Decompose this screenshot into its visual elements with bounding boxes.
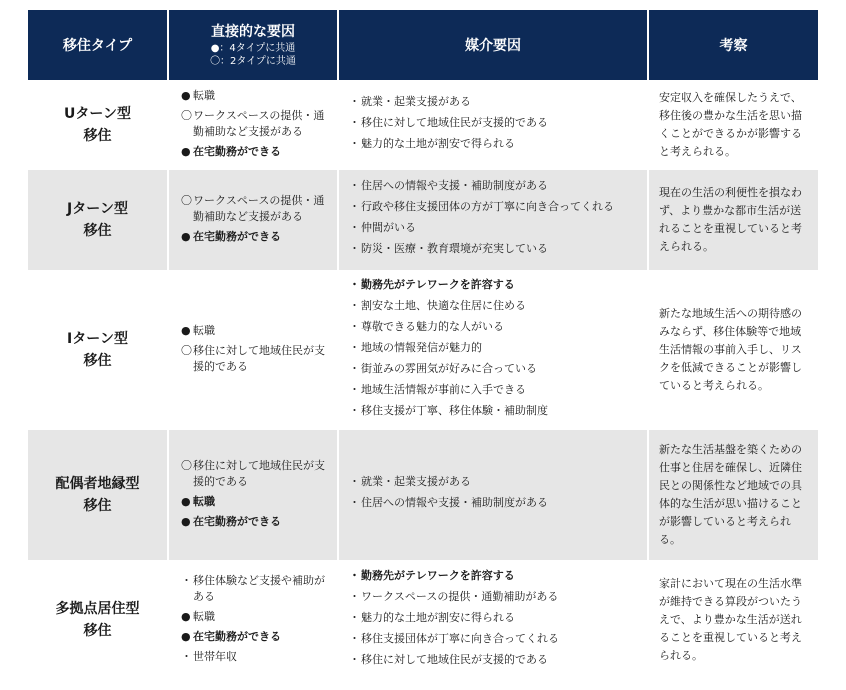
table-row [28, 560, 818, 680]
factor-marker: 〇 [181, 108, 192, 122]
factor-text: 移住支援団体が丁寧に向き合ってくれる [361, 631, 559, 645]
media-factor-item [349, 568, 641, 584]
factor-text: 移住に対して地域住民が支援的である [193, 458, 325, 488]
media-factor-item [349, 474, 641, 490]
factor-text: 割安な土地、快適な住居に住める [361, 298, 526, 312]
bullet-marker: ・ [349, 94, 360, 108]
factor-marker: 〇 [181, 343, 192, 357]
factor-text: ワークスペースの提供・通勤補助など支援がある [193, 108, 325, 138]
media-factor-item [349, 403, 641, 419]
direct-factors-cell [168, 80, 338, 170]
factor-text: 街並みの雰囲気が好みに合っている [361, 361, 537, 375]
factor-text: 勤務先がテレワークを許容する [361, 568, 515, 582]
factor-text: 転職 [193, 609, 215, 623]
bullet-marker: ・ [349, 136, 360, 150]
factor-marker: ● [181, 229, 191, 243]
factor-marker: 〇 [181, 193, 192, 207]
migration-type-suffix: 移住 [83, 223, 112, 239]
bullet-marker: ・ [349, 496, 360, 509]
consideration-cell: 新たな地域生活への期待感のみならず、移住体験等で地域生活情報の事前入手し、リスクを低減できることが影響していると考えられる。 [648, 270, 818, 430]
migration-type-cell [28, 80, 168, 170]
migration-type-suffix: 移住 [83, 498, 112, 514]
header-row [28, 10, 818, 80]
factor-text: 移住に対して地域住民が支援的である [361, 652, 548, 666]
consideration-cell: 家計において現在の生活水準が維持できる算段がついたうえで、より豊かな生活が送れることを重視していると考えられる。 [648, 560, 818, 680]
migration-type-cell [28, 270, 168, 430]
factor-text: 住居への情報や支援・補助制度がある [361, 179, 548, 192]
factor-text: 住居への情報や支援・補助制度がある [361, 496, 548, 509]
factor-text: 転職 [193, 323, 215, 337]
factor-text: ワークスペースの提供・通勤補助がある [361, 589, 559, 603]
direct-factors-cell [168, 430, 338, 560]
migration-type-name: 配偶者地縁型 [55, 476, 140, 492]
factor-text: 行政や移住支援団体の方が丁寧に向き合ってくれる [361, 200, 614, 213]
media-factor-item [349, 631, 641, 647]
factor-marker: 〇 [181, 458, 192, 472]
media-factor-item [349, 340, 641, 356]
media-factor-item [349, 589, 641, 605]
factor-marker: ・ [181, 573, 192, 587]
direct-factor-item [181, 629, 331, 645]
factor-text: 尊敬できる魅力的な人がいる [361, 319, 504, 333]
factor-marker: ● [181, 629, 191, 643]
media-factors-cell [338, 560, 648, 680]
bullet-marker: ・ [349, 242, 360, 255]
factor-marker: ● [181, 609, 191, 623]
table-row [28, 170, 818, 270]
direct-factor-item [181, 573, 331, 605]
consideration-cell: 安定収入を確保したうえで、移住後の豊かな生活を思い描くことができるかが影響すると考えられる。 [648, 80, 818, 170]
factor-text: 移住に対して地域住民が支援的である [361, 115, 548, 129]
direct-factor-item [181, 108, 331, 140]
header-type: 移住タイプ [28, 10, 168, 80]
bullet-marker: ・ [349, 403, 360, 417]
factor-marker: ● [181, 88, 191, 102]
direct-factor-item [181, 193, 331, 225]
bullet-marker: ・ [349, 115, 360, 129]
table-row [28, 430, 818, 560]
bullet-marker: ・ [349, 475, 360, 488]
bullet-marker: ・ [349, 277, 360, 291]
direct-factor-item [181, 229, 331, 245]
header-direct-note-common4: ●：4タイプに共通 [210, 43, 296, 54]
media-factors-cell [338, 430, 648, 560]
media-factor-item [349, 495, 641, 511]
bullet-marker: ・ [349, 382, 360, 396]
factor-text: 就業・起業支援がある [361, 475, 471, 488]
bullet-marker: ・ [349, 340, 360, 354]
media-factor-item [349, 220, 641, 236]
header-direct [168, 10, 338, 80]
media-factor-item [349, 199, 641, 215]
migration-type-name: Iターン型 [67, 331, 128, 347]
bullet-marker: ・ [349, 200, 360, 213]
bullet-marker: ・ [349, 610, 360, 624]
factor-text: 在宅勤務ができる [193, 229, 281, 243]
migration-type-name: 多拠点居住型 [55, 601, 140, 617]
header-consider: 考察 [648, 10, 818, 80]
consideration-cell: 新たな生活基盤を築くための仕事と住居を確保し、近隣住民との関係性など地域での具体的な生活が思い描けることが影響していると考えられる。 [648, 430, 818, 560]
factor-text: 転職 [193, 494, 215, 508]
factor-text: 就業・起業支援がある [361, 94, 471, 108]
factor-text: 魅力的な土地が割安で得られる [361, 136, 515, 150]
media-factor-item [349, 382, 641, 398]
bullet-marker: ・ [349, 631, 360, 645]
media-factor-item [349, 361, 641, 377]
media-factor-item [349, 115, 641, 131]
factor-text: 魅力的な土地が割安に得られる [361, 610, 515, 624]
direct-factor-item [181, 609, 331, 625]
direct-factor-item [181, 343, 331, 375]
factor-text: 在宅勤務ができる [193, 514, 281, 528]
media-factor-item [349, 319, 641, 335]
media-factors-cell [338, 80, 648, 170]
media-factors-cell [338, 270, 648, 430]
bullet-marker: ・ [349, 319, 360, 333]
migration-type-name: Jターン型 [67, 201, 128, 217]
factor-text: 移住に対して地域住民が支援的である [193, 343, 325, 373]
media-factor-item [349, 178, 641, 194]
factor-text: 移住支援が丁寧、移住体験・補助制度 [361, 403, 548, 417]
table-row [28, 270, 818, 430]
media-factor-item [349, 652, 641, 668]
factor-marker: ● [181, 323, 191, 337]
bullet-marker: ・ [349, 652, 360, 666]
bullet-marker: ・ [349, 589, 360, 603]
factor-text: 転職 [193, 88, 215, 102]
header-media: 媒介要因 [338, 10, 648, 80]
direct-factor-item [181, 323, 331, 339]
direct-factor-item [181, 649, 331, 665]
migration-type-cell [28, 170, 168, 270]
direct-factors-cell [168, 560, 338, 680]
migration-type-suffix: 移住 [83, 623, 112, 639]
bullet-marker: ・ [349, 221, 360, 234]
table-row [28, 80, 818, 170]
direct-factors-cell [168, 270, 338, 430]
direct-factor-item [181, 494, 331, 510]
media-factor-item [349, 277, 641, 293]
migration-type-suffix: 移住 [83, 353, 112, 369]
factor-text: 在宅勤務ができる [193, 629, 281, 643]
direct-factor-item [181, 144, 331, 160]
factor-text: 在宅勤務ができる [193, 144, 281, 158]
factor-text: 勤務先がテレワークを許容する [361, 277, 515, 291]
media-factor-item [349, 610, 641, 626]
media-factors-cell [338, 170, 648, 270]
header-direct-label: 直接的な要因 [211, 24, 295, 40]
direct-factor-item [181, 88, 331, 104]
consideration-cell: 現在の生活の利便性を損なわず、より豊かな都市生活が送れることを重視していると考えられる。 [648, 170, 818, 270]
factor-text: 防災・医療・教育環境が充実している [361, 242, 548, 255]
factor-marker: ● [181, 494, 191, 508]
media-factor-item [349, 136, 641, 152]
migration-type-suffix: 移住 [83, 128, 112, 144]
bullet-marker: ・ [349, 179, 360, 192]
bullet-marker: ・ [349, 298, 360, 312]
bullet-marker: ・ [349, 361, 360, 375]
factor-text: 地域の情報発信が魅力的 [361, 340, 482, 354]
factor-text: 仲間がいる [361, 221, 416, 234]
bullet-marker: ・ [349, 568, 360, 582]
migration-type-cell [28, 430, 168, 560]
factor-marker: ・ [181, 649, 192, 663]
direct-factors-cell [168, 170, 338, 270]
migration-type-name: Uターン型 [63, 106, 132, 122]
media-factor-item [349, 94, 641, 110]
header-direct-note-common2: 〇：2タイプに共通 [210, 56, 296, 67]
factor-text: 地域生活情報が事前に入手できる [361, 382, 526, 396]
factor-text: 世帯年収 [193, 649, 237, 663]
direct-factor-item [181, 514, 331, 530]
migration-factors-table [28, 10, 818, 680]
media-factor-item [349, 241, 641, 257]
media-factor-item [349, 298, 641, 314]
factor-marker: ● [181, 144, 191, 158]
factor-text: ワークスペースの提供・通勤補助など支援がある [193, 193, 325, 223]
factor-marker: ● [181, 514, 191, 528]
factor-text: 移住体験など支援や補助がある [193, 573, 325, 603]
migration-type-cell [28, 560, 168, 680]
direct-factor-item [181, 458, 331, 490]
